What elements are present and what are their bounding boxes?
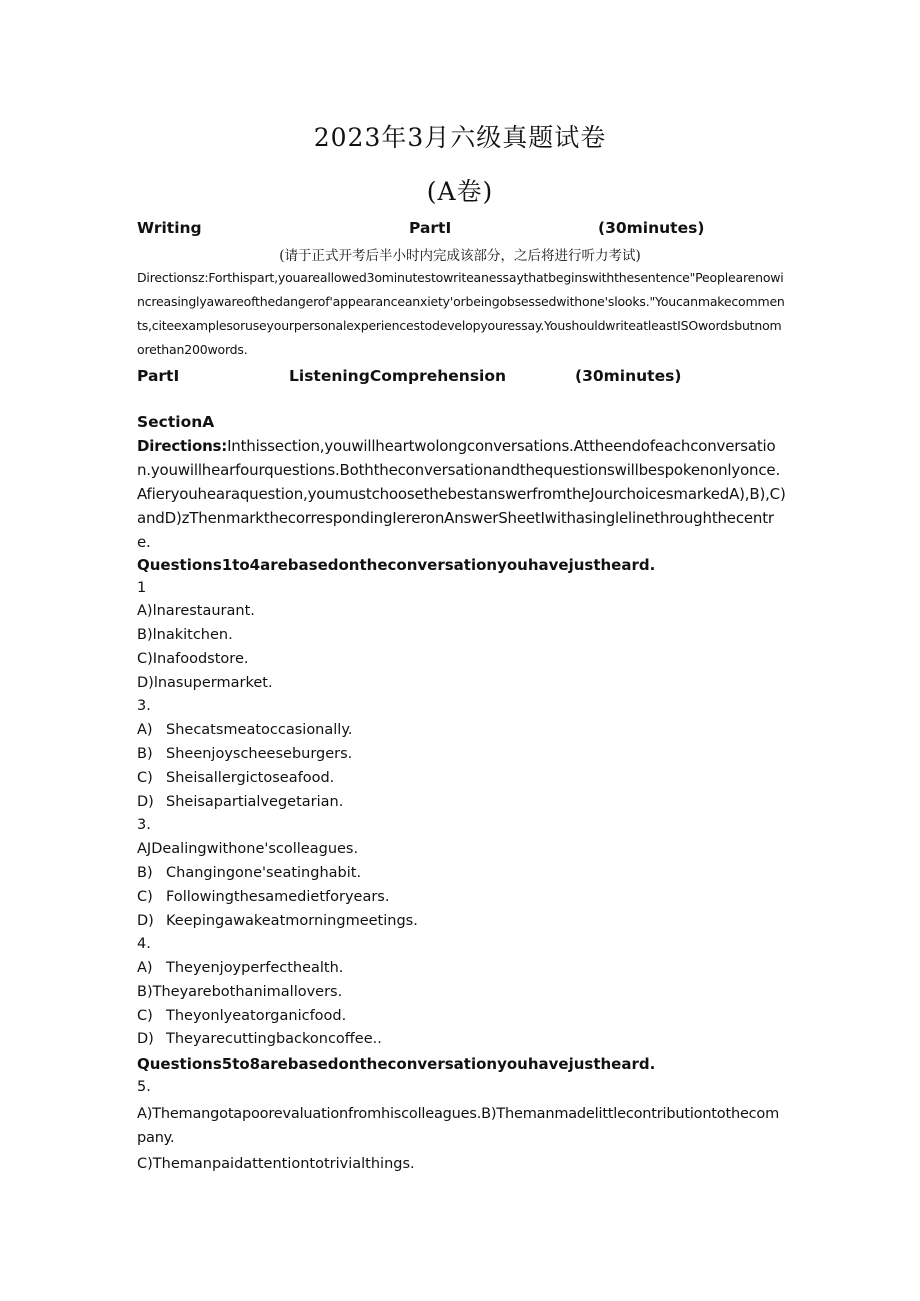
option-text: Sheisapartialvegetarian. bbox=[166, 794, 344, 810]
section-a-heading: SectionA bbox=[137, 413, 215, 431]
question-5-number: 5. bbox=[137, 1079, 151, 1095]
option-letter: C) bbox=[137, 770, 153, 786]
option-text: Theyarecuttingbackoncoffee.. bbox=[166, 1031, 382, 1047]
question-1-option-b: B)lnakitchen. bbox=[137, 627, 233, 643]
question-3-option-c bbox=[137, 889, 389, 905]
question-2-number: 3. bbox=[137, 698, 151, 714]
question-2-option-b bbox=[137, 746, 352, 762]
part1-note: (请于正式开考后半小时内完成该部分，之后将进行听力考试) bbox=[279, 248, 641, 264]
question-3-option-d bbox=[137, 913, 418, 929]
question-4-option-c bbox=[137, 1008, 346, 1024]
option-text: Sheisallergictoseafood. bbox=[166, 770, 335, 786]
option-letter: B) bbox=[137, 746, 153, 762]
option-letter: A) bbox=[137, 722, 153, 738]
part1-time: (30minutes) bbox=[598, 219, 705, 237]
option-letter: D) bbox=[137, 794, 154, 810]
option-letter: D) bbox=[137, 1031, 154, 1047]
question-2-option-c bbox=[137, 770, 334, 786]
option-text: Keepingawakeatmorningmeetings. bbox=[166, 913, 418, 929]
option-letter: B) bbox=[137, 865, 153, 881]
directions-label: Directions: bbox=[137, 437, 228, 455]
directions-text: Inthissection,youwillheartwolongconversations.Attheendofeachconversation.youwillhearfourquestions.Boththeconversationandthequestionswillbespokenonlyonce.Afieryouhearaquestion,youmustchoosethebestanswerfromtheJourchoicesmarkedA),B),C)andD)zThenmarkthecorrespondingIereronAnswerSheetIwithasinglelinethroughthecentre. bbox=[137, 437, 786, 551]
questions-5-8-heading: Questions5to8arebasedontheconversationyouhavejustheard. bbox=[137, 1055, 656, 1073]
option-text: Followingthesamedietforyears. bbox=[166, 889, 390, 905]
question-4-option-d bbox=[137, 1031, 382, 1047]
option-text: Theyenjoyperfecthealth. bbox=[166, 960, 344, 976]
part2-name: ListeningComprehension bbox=[289, 367, 507, 385]
question-1-number: 1 bbox=[137, 580, 147, 596]
part1-name: Writing bbox=[137, 219, 202, 237]
question-5-options-ab: A)Themangotapoorevaluationfromhiscolleagues.B)Themanmadelittlecontributiontothecompany. bbox=[137, 1106, 780, 1146]
option-text: Shecatsmeatoccasionally. bbox=[166, 722, 353, 738]
question-2-option-a bbox=[137, 722, 352, 738]
part2-time: (30minutes) bbox=[575, 367, 682, 385]
question-1-option-c: C)Inafoodstore. bbox=[137, 651, 249, 667]
question-4-option-b: B)Theyarebothanimallovers. bbox=[137, 984, 343, 1000]
part1-part: PartI bbox=[409, 219, 452, 237]
question-3-option-a: AJDealingwithone'scolleagues. bbox=[137, 841, 359, 857]
question-1-option-d: D)lnasupermarket. bbox=[137, 675, 273, 691]
option-letter: C) bbox=[137, 1008, 153, 1024]
part2-part: PartI bbox=[137, 367, 180, 385]
section-a-directions bbox=[137, 434, 787, 554]
question-4-option-a bbox=[137, 960, 343, 976]
question-1-option-a: A)lnarestaurant. bbox=[137, 603, 255, 619]
questions-1-4-heading: Questions1to4arebasedontheconversationyouhavejustheard. bbox=[137, 556, 656, 574]
option-text: Theyonlyeatorganicfood. bbox=[166, 1008, 347, 1024]
option-letter: D) bbox=[137, 913, 154, 929]
option-letter: C) bbox=[137, 889, 153, 905]
document-subtitle: (A卷) bbox=[426, 177, 494, 206]
question-3-option-b bbox=[137, 865, 361, 881]
question-2-option-d bbox=[137, 794, 343, 810]
document-title: 2023年3月六级真题试卷 bbox=[313, 123, 607, 152]
option-text: Sheenjoyscheeseburgers. bbox=[166, 746, 353, 762]
question-5-option-c: C)Themanpaidattentiontotrivialthings. bbox=[137, 1156, 415, 1172]
option-text: Changingone'seatinghabit. bbox=[166, 865, 362, 881]
question-4-number: 4. bbox=[137, 936, 151, 952]
question-3-number: 3. bbox=[137, 817, 151, 833]
part1-directions: Directionsz:Forthispart,youareallowed3ominutestowriteanessaythatbeginswiththesentence"Peoplearenowincreasinglyawareofthedangerof'appearanceanxiety'orbeingobsessedwithone'slooks."Youcanmakecomments,citeexamplesoruseyourpersonalexperiencestodevelopyouressay.YoushouldwriteatleastISOwordsbutnomorethan200words. bbox=[137, 270, 785, 357]
option-letter: A) bbox=[137, 960, 153, 976]
